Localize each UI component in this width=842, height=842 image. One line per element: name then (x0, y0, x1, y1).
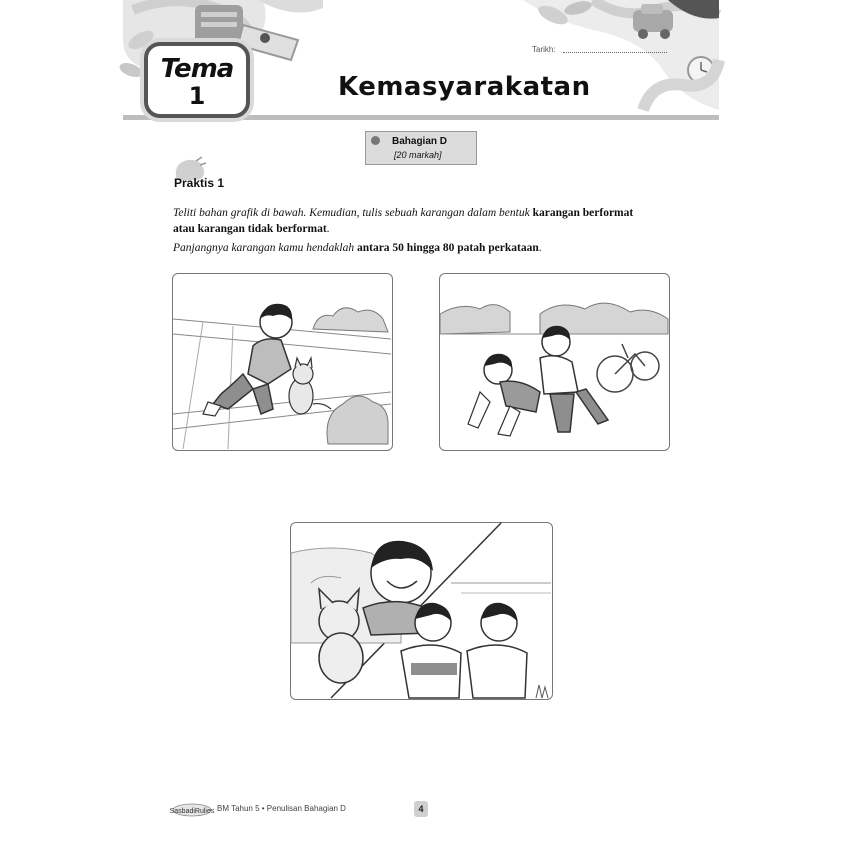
instruction-emphasis: atau karangan tidak berformat (173, 223, 327, 235)
theme-badge (144, 42, 250, 118)
theme-word: Tema (160, 54, 234, 84)
section-marks: [20 markah] (394, 150, 442, 160)
picture-3 (290, 522, 553, 700)
date-label: Tarikh: (532, 45, 556, 54)
publisher-logo (169, 803, 215, 817)
happy-ending-illustration (291, 523, 551, 698)
instruction-line-3 (173, 240, 542, 256)
section-bullet-icon (371, 136, 380, 145)
page-title: Kemasyarakatan (338, 72, 591, 102)
instruction-line-1 (173, 205, 633, 221)
practice-label: Praktis 1 (174, 176, 225, 190)
boy-helping-friend-illustration (440, 274, 668, 449)
section-header (365, 131, 477, 165)
instruction-text: . (538, 242, 542, 254)
instruction-text: Teliti bahan grafik di bawah. Kemudian, tulis sebuah karangan dalam bentuk (173, 207, 533, 219)
instruction-emphasis: karangan berformat (532, 207, 634, 219)
instruction-text: Panjangnya karangan kamu hendaklah (173, 242, 357, 254)
instruction-emphasis: antara 50 hingga 80 patah perkataan (356, 242, 539, 254)
picture-2 (439, 273, 670, 451)
boy-with-kitten-illustration (173, 274, 391, 449)
theme-number: 1 (188, 82, 206, 110)
publisher-logo-text: SasbadiRulies (169, 808, 215, 815)
picture-1 (172, 273, 393, 451)
instruction-line-2 (173, 221, 330, 237)
instruction-text: . (326, 223, 330, 235)
section-title: Bahagian D (392, 136, 448, 147)
footer-book-title: BM Tahun 5 • Penulisan Bahagian D (217, 804, 346, 813)
date-field-line[interactable] (563, 52, 667, 53)
page-number: 4 (414, 801, 428, 817)
